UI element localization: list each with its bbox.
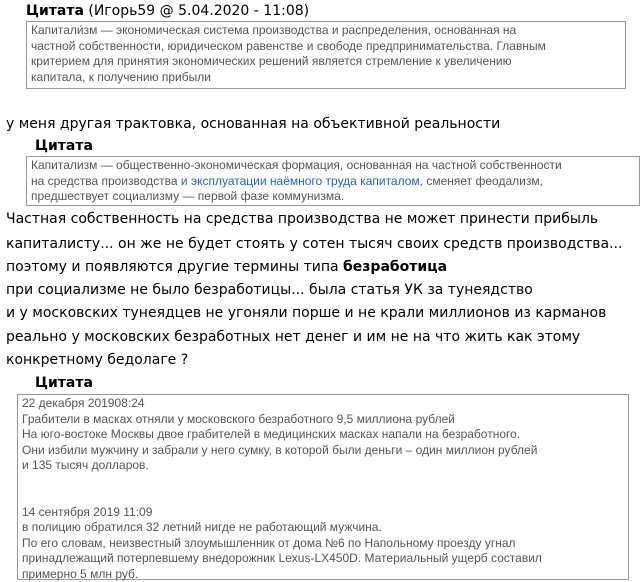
quote-line: в полицию обратился 32 летний нигде не работающий мужчина.: [22, 520, 624, 536]
quote-line: принадлежащий потерпевшему внедорожник Lexus-LX450D. Материальный ущерб составил: [22, 551, 624, 567]
quote-line: 22 декабря 201908:24: [22, 396, 624, 412]
quote-box: [26, 156, 640, 206]
quote-line: на средства производства и эксплуатации наёмного труда капиталом, сменяет феодализм,: [31, 174, 635, 190]
wiki-link[interactable]: и эксплуатации наёмного труда капиталом: [181, 174, 420, 188]
post-text: капиталисту... он же не будет стоять у сотен тысяч своих средств производства...: [6, 233, 622, 255]
quote-header: [35, 374, 93, 392]
quote-line: Капитали́зм — экономическая система производства и распределения, основанная на: [31, 23, 621, 39]
quote-label: Цитата: [35, 375, 93, 391]
quote-line: [22, 474, 624, 490]
quote-header: [26, 2, 309, 20]
quote-line: примерно 5 млн руб.: [22, 567, 624, 582]
quote-box: [26, 21, 626, 89]
quote-line: На юго-востоке Москвы двое грабителей в медицинских масках напали на безработного.: [22, 427, 624, 443]
quote-label: Цитата: [35, 138, 93, 154]
quote-line: Они избили мужчину и забрали у него сумку, в которой были деньги – один миллион рублей: [22, 443, 624, 459]
quote-line: 14 сентября 2019 11:09: [22, 505, 624, 521]
quote-header: [35, 137, 93, 155]
post-text: конкретному бедолаге ?: [6, 349, 188, 371]
quote-line: предшествует социализму — первой фазе коммунизма.: [31, 189, 635, 205]
quote-label: Цитата: [26, 3, 84, 19]
quote-line: и 135 тысяч долларов.: [22, 458, 624, 474]
bold-term: безработица: [343, 259, 447, 275]
post-text: реально у московских безработных нет денег и им не на что жить как этому: [6, 326, 580, 348]
quote-line: Капитализм — общественно-экономическая формация, основанная на частной собственности: [31, 158, 635, 174]
quote-line: критерием для принятия экономических решений является стремление к увеличению: [31, 54, 621, 70]
post-text: поэтому и появляются другие термины типа безработица: [6, 256, 447, 278]
post-text: при социализме не было безработицы... была статья УК за тунеядство: [6, 279, 533, 301]
quote-box: [17, 394, 629, 580]
post-text: Частная собственность на средства производства не может принести прибыль: [6, 208, 598, 230]
post-text: и у московских тунеядцев не угоняли порше и не крали миллионов из карманов: [6, 302, 606, 324]
post-text: у меня другая трактовка, основанная на объективной реальности: [6, 113, 500, 135]
quote-line: По его словам, неизвестный злоумышленник от дома №6 по Напольному проезду угнал: [22, 536, 624, 552]
quote-meta: (Игорь59 @ 5.04.2020 - 11:08): [88, 3, 309, 19]
quote-line: частной собственности, юридическом равенстве и свободе предпринимательства. Главным: [31, 39, 621, 55]
quote-line: капитала, к получению прибыли: [31, 70, 621, 86]
quote-line: Грабители в масках отняли у московского безработного 9,5 миллиона рублей: [22, 412, 624, 428]
quote-line: [22, 489, 624, 505]
